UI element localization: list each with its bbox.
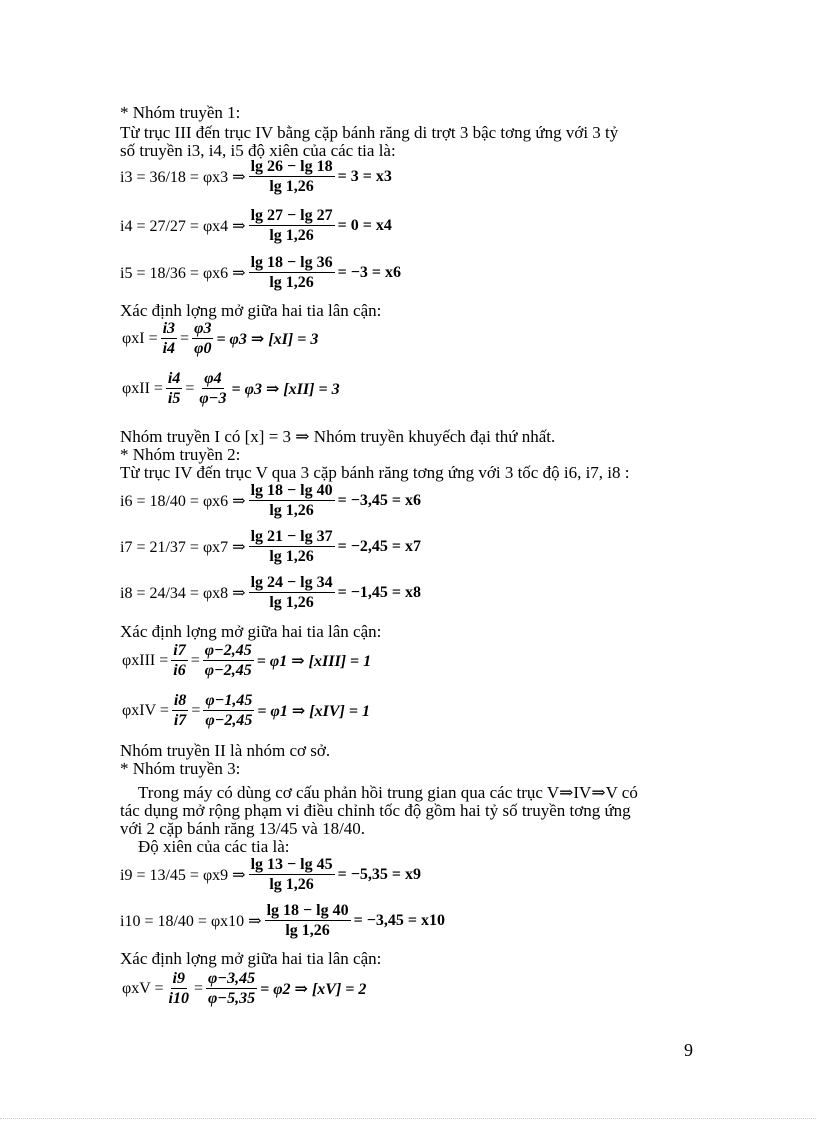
eq-denominator: i6 <box>173 662 186 679</box>
eq-rhs: = φ1 ⇒ [xIV] = 1 <box>257 702 370 720</box>
eq-lhs: i7 = 21/37 = φx7 ⇒ <box>120 538 246 556</box>
eq-lhs: φxII = <box>122 379 163 397</box>
eq-numerator: lg 13 − lg 45 <box>250 856 333 873</box>
group1-eq3 <box>120 254 401 291</box>
eq-fraction-a <box>166 370 182 407</box>
group3-gap-title: Xác định lợng mở giữa hai tia lân cận: <box>120 949 382 968</box>
eq-rhs: = −5,35 = x9 <box>337 865 421 883</box>
eq-numerator: i9 <box>172 970 185 987</box>
group3-eq1 <box>120 856 421 893</box>
eq-denominator: φ−2,45 <box>205 712 253 729</box>
eq-fraction <box>249 207 335 244</box>
eq-rhs: = −1,45 = x8 <box>337 583 421 601</box>
group3-paragraph-line3: với 2 cặp bánh răng 13/45 và 18/40. <box>120 819 366 838</box>
eq-rhs: = φ3 ⇒ [xI] = 3 <box>216 330 319 348</box>
group3-title: * Nhóm truyền 3: <box>120 759 241 778</box>
eq-numerator: i4 <box>167 370 181 387</box>
group3-paragraph-line1: Trong máy có dùng cơ cấu phản hồi trung gian qua các trục V⇒IV⇒V có <box>138 783 638 802</box>
eq-rhs: = φ1 ⇒ [xIII] = 1 <box>256 652 372 670</box>
group2-gap1: φxIII = $\frac{i7}{i6}$ = $\frac{\varphi-2,45}{\varphi-2,45}$ = φ1 ⇒ [xIII] = 1 <box>122 642 372 679</box>
eq-rhs: = 0 = x4 <box>337 216 392 234</box>
eq-denominator: lg 1,26 <box>269 274 314 291</box>
group3-eq2 <box>120 902 445 939</box>
eq-numerator: φ4 <box>204 370 222 387</box>
eq-denominator: lg 1,26 <box>269 548 314 565</box>
eq-lhs: i3 = 36/18 = φx3 ⇒ <box>120 168 246 186</box>
eq-denominator: i10 <box>168 990 189 1007</box>
group2-eq2 <box>120 528 421 565</box>
eq-numerator: φ−2,45 <box>204 642 252 659</box>
eq-lhs: i6 = 18/40 = φx6 ⇒ <box>120 492 246 510</box>
group3-gap1: φxV = $\frac{i9}{i10}$ = $\frac{\varphi-3,45}{\varphi-5,35}$ = φ2 ⇒ [xV] = 2 <box>122 970 367 1007</box>
eq-denominator: lg 1,26 <box>269 502 314 519</box>
eq-lhs: φxIII = <box>122 651 169 669</box>
eq-denominator: lg 1,26 <box>269 594 314 611</box>
eq-lhs: i8 = 24/34 = φx8 ⇒ <box>120 584 246 602</box>
eq-fraction <box>249 574 335 611</box>
eq-rhs: = 3 = x3 <box>337 167 392 185</box>
eq-fraction <box>249 856 335 893</box>
eq-denominator: φ0 <box>194 340 212 357</box>
eq-numerator: i8 <box>173 692 187 709</box>
eq-fraction <box>249 528 335 565</box>
eq-numerator: φ3 <box>194 320 212 337</box>
eq-fraction-a <box>172 692 188 729</box>
group1-title: * Nhóm truyền 1: <box>120 103 241 122</box>
eq-numerator: lg 26 − lg 18 <box>250 158 333 175</box>
eq-lhs: φxI = <box>122 329 158 347</box>
group1-gap2: φxII = $\frac{i4}{i5}$ = $\frac{\varphi 4}{\varphi-3}$ = φ3 ⇒ [xII] = 3 <box>122 370 340 407</box>
eq-denominator: i4 <box>162 340 176 357</box>
eq-rhs: = φ3 ⇒ [xII] = 3 <box>231 380 340 398</box>
eq-lhs: i5 = 18/36 = φx6 ⇒ <box>120 264 246 282</box>
eq-numerator: lg 18 − lg 40 <box>266 902 349 919</box>
eq-lhs: φxIV = <box>122 701 169 719</box>
eq-numerator: lg 18 − lg 40 <box>250 482 333 499</box>
eq-denominator: lg 1,26 <box>285 922 330 939</box>
eq-fraction-b <box>203 642 254 679</box>
eq-denominator: φ−2,45 <box>204 662 252 679</box>
eq-fraction <box>265 902 351 939</box>
eq-denominator: φ−3 <box>199 390 227 407</box>
group2-intro: Từ trục IV đến trục V qua 3 cặp bánh răng tơng ứng với 3 tốc độ i6, i7, i8 : <box>120 463 630 482</box>
eq-denominator: lg 1,26 <box>269 178 314 195</box>
eq-lhs: φxV = <box>122 979 164 997</box>
group2-conclusion: Nhóm truyền II là nhóm cơ sở. <box>120 741 331 760</box>
eq-numerator: i3 <box>162 320 176 337</box>
group1-gap1: φxI = $\frac{i3}{i4}$ = $\frac{\varphi 3}{\varphi 0}$ = φ3 ⇒ [xI] = 3 <box>122 320 319 357</box>
group2-eq3 <box>120 574 421 611</box>
eq-lhs: i4 = 27/27 = φx4 ⇒ <box>120 217 246 235</box>
group2-eq1 <box>120 482 421 519</box>
group1-eq2 <box>120 207 392 244</box>
eq-numerator: lg 18 − lg 36 <box>250 254 333 271</box>
eq-rhs: = −3,45 = x6 <box>337 491 421 509</box>
eq-lhs: i10 = 18/40 = φx10 ⇒ <box>120 912 262 930</box>
group1-intro-line2: số truyền i3, i4, i5 độ xiên của các tia là: <box>120 141 396 160</box>
eq-denominator: lg 1,26 <box>269 227 314 244</box>
page-number: 9 <box>684 1040 693 1060</box>
eq-denominator: i5 <box>167 390 181 407</box>
eq-fraction <box>249 158 335 195</box>
eq-numerator: i7 <box>173 642 186 659</box>
eq-numerator: φ−3,45 <box>208 970 256 987</box>
page-bottom-border <box>0 1118 816 1120</box>
eq-rhs: = −3,45 = x10 <box>353 911 445 929</box>
eq-fraction <box>249 482 335 519</box>
eq-fraction-a <box>171 642 187 679</box>
eq-rhs: = −3 = x6 <box>337 263 401 281</box>
eq-numerator: lg 27 − lg 27 <box>250 207 333 224</box>
eq-denominator: i7 <box>173 712 187 729</box>
eq-fraction-b <box>206 970 257 1007</box>
group3-paragraph-line4: Độ xiên của các tia là: <box>138 837 290 856</box>
eq-denominator: lg 1,26 <box>269 876 314 893</box>
group3-paragraph-line2: tác dụng mở rộng phạm vi điều chỉnh tốc độ gồm hai tỷ số truyền tơng ứng <box>120 801 631 820</box>
eq-fraction-a <box>161 320 177 357</box>
group2-gap-title: Xác định lợng mở giữa hai tia lân cận: <box>120 622 382 641</box>
eq-lhs: i9 = 13/45 = φx9 ⇒ <box>120 866 246 884</box>
eq-fraction-b <box>192 320 213 357</box>
group1-conclusion: Nhóm truyền I có [x] = 3 ⇒ Nhóm truyền khuyếch đại thứ nhất. <box>120 427 556 446</box>
eq-numerator: lg 24 − lg 34 <box>250 574 333 591</box>
group2-title: * Nhóm truyền 2: <box>120 445 241 464</box>
group2-gap2: φxIV = $\frac{i8}{i7}$ = $\frac{\varphi-1,45}{\varphi-2,45}$ = φ1 ⇒ [xIV] = 1 <box>122 692 370 729</box>
eq-fraction <box>249 254 335 291</box>
eq-fraction-a <box>167 970 191 1007</box>
group1-eq1 <box>120 158 392 195</box>
eq-denominator: φ−5,35 <box>208 990 256 1007</box>
eq-rhs: = −2,45 = x7 <box>337 537 421 555</box>
eq-numerator: lg 21 − lg 37 <box>250 528 333 545</box>
eq-numerator: φ−1,45 <box>205 692 253 709</box>
eq-rhs: = φ2 ⇒ [xV] = 2 <box>260 980 367 998</box>
group1-gap-title: Xác định lợng mở giữa hai tia lân cận: <box>120 301 382 320</box>
group1-intro-line1: Từ trục III đến trục IV bằng cặp bánh răng di trợt 3 bậc tơng ứng với 3 tỷ <box>120 123 619 142</box>
eq-fraction-b <box>203 692 254 729</box>
eq-fraction-b <box>197 370 228 407</box>
